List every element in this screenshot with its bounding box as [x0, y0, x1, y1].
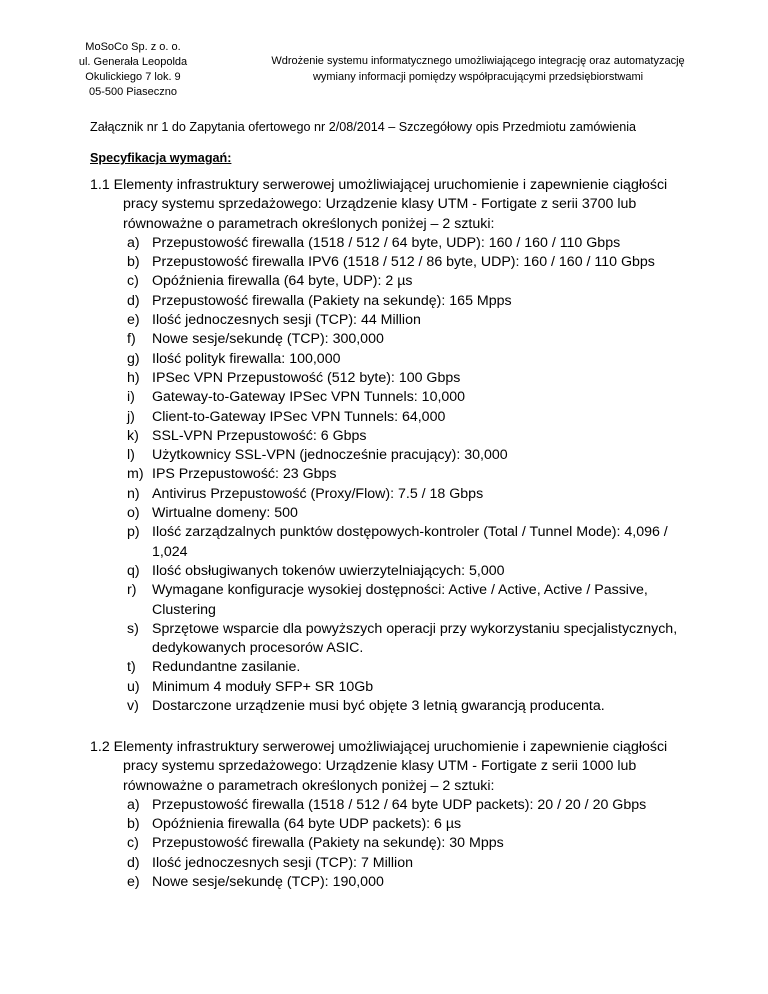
- list-item-text: Przepustowość firewalla (1518 / 512 / 64 byte, UDP): 160 / 160 / 110 Gbps: [152, 234, 621, 251]
- list-item-letter: v): [127, 698, 139, 715]
- list-item-letter: j): [127, 408, 135, 425]
- list-item: [90, 311, 690, 330]
- list-item-letter: n): [127, 485, 140, 502]
- list-item-text: Użytkownicy SSL-VPN (jednocześnie pracujący): 30,000: [152, 447, 508, 464]
- list-item: [90, 292, 690, 311]
- list-item-text: SSL-VPN Przepustowość: 6 Gbps: [152, 427, 367, 444]
- list-item-text: IPS Przepustowość: 23 Gbps: [152, 466, 337, 483]
- list-item: [90, 796, 690, 815]
- list-item-letter: k): [127, 427, 139, 444]
- section-1-2: [90, 738, 690, 892]
- list-item-letter: l): [127, 447, 135, 464]
- project-title-line: wymiany informacji pomiędzy współpracującymi przedsiębiorstwami: [312, 71, 644, 83]
- list-item-letter: e): [127, 874, 140, 891]
- list-item: [90, 523, 690, 562]
- list-item: [90, 834, 690, 853]
- list-item-letter: b): [127, 816, 140, 833]
- list-item: [90, 427, 690, 446]
- list-item: [90, 369, 690, 388]
- company-street: ul. Generała Leopolda: [78, 56, 188, 68]
- list-item: [90, 485, 690, 504]
- list-item-text: Ilość polityk firewalla: 100,000: [152, 350, 341, 367]
- list-item: [90, 504, 690, 523]
- list-item: [90, 465, 690, 484]
- list-item: [90, 408, 690, 427]
- list-item-text: Ilość jednoczesnych sesji (TCP): 7 Million: [152, 854, 413, 871]
- list-item-letter: e): [127, 312, 140, 329]
- list-item-letter: i): [127, 389, 135, 406]
- list-item-letter: p): [127, 524, 140, 541]
- list-item-letter: h): [127, 369, 140, 386]
- list-item-letter: d): [127, 292, 140, 309]
- list-item-text: Nowe sesje/sekundę (TCP): 190,000: [152, 874, 384, 891]
- list-item-letter: a): [127, 234, 140, 251]
- list-item-letter: t): [127, 659, 136, 676]
- list-item-letter: m): [127, 466, 144, 483]
- section-1-1: [90, 176, 690, 716]
- company-street-number: Okulickiego 7 lok. 9: [85, 71, 181, 83]
- list-item-letter: c): [127, 273, 139, 290]
- list-item-letter: b): [127, 254, 140, 271]
- list-item: [90, 446, 690, 465]
- list-item-letter: q): [127, 562, 140, 579]
- requirements-list: [90, 796, 690, 892]
- project-title-line: Wdrożenie systemu informatycznego umożliwiającego integrację oraz automatyzację: [271, 55, 685, 67]
- requirements-list: [90, 234, 690, 716]
- list-item-text: Ilość obsługiwanych tokenów uwierzytelniających: 5,000: [152, 562, 505, 579]
- list-item-text: Wymagane konfiguracje wysokiej dostępności: Active / Active, Active / Passive, Clustering: [152, 582, 648, 618]
- project-title: [228, 53, 728, 85]
- list-item: [90, 815, 690, 834]
- list-item-letter: s): [127, 620, 139, 637]
- spec-heading: Specyfikacja wymagań:: [90, 151, 232, 165]
- list-item-text: Opóźnienia firewalla (64 byte UDP packets): 6 µs: [152, 816, 462, 833]
- company-address: [58, 40, 208, 100]
- list-item-letter: a): [127, 796, 140, 813]
- list-item-text: Antivirus Przepustowość (Proxy/Flow): 7.5 / 18 Gbps: [152, 485, 484, 502]
- list-item: [90, 330, 690, 349]
- list-item: [90, 272, 690, 291]
- list-item-text: Przepustowość firewalla (Pakiety na sekundę): 165 Mpps: [152, 292, 512, 309]
- company-name: MoSoCo Sp. z o. o.: [85, 41, 181, 53]
- list-item: [90, 350, 690, 369]
- list-item-letter: u): [127, 678, 140, 695]
- list-item-letter: c): [127, 835, 139, 852]
- list-item-text: Przepustowość firewalla (1518 / 512 / 64 byte UDP packets): 20 / 20 / 20 Gbps: [152, 796, 647, 813]
- list-item-text: Przepustowość firewalla (Pakiety na sekundę): 30 Mpps: [152, 835, 504, 852]
- list-item: [90, 697, 690, 716]
- list-item-text: Redundantne zasilanie.: [152, 659, 301, 676]
- list-item: [90, 678, 690, 697]
- list-item-text: Nowe sesje/sekundę (TCP): 300,000: [152, 331, 384, 348]
- company-city: 05-500 Piaseczno: [88, 86, 178, 98]
- section-title: 1.1 Elementy infrastruktury serwerowej umożliwiającej uruchomienie i zapewnienie ciągłości pracy systemu sprzedażowego: Urządzenie klasy UTM - Fortigate z serii 3700 lub równoważne o parametrach określonych poniżej – 2 sztuki:: [90, 177, 668, 232]
- list-item-letter: r): [127, 582, 137, 599]
- list-item-text: Dostarczone urządzenie musi być objęte 3 letnią gwarancją producenta.: [152, 698, 605, 715]
- list-item-letter: g): [127, 350, 140, 367]
- list-item-text: IPSec VPN Przepustowość (512 byte): 100 Gbps: [152, 369, 461, 386]
- list-item: [90, 581, 690, 620]
- list-item-text: Przepustowość firewalla IPV6 (1518 / 512 / 86 byte, UDP): 160 / 160 / 110 Gbps: [152, 254, 655, 271]
- list-item-text: Opóźnienia firewalla (64 byte, UDP): 2 µs: [152, 273, 413, 290]
- list-item: [90, 658, 690, 677]
- list-item: [90, 620, 690, 659]
- list-item-letter: d): [127, 854, 140, 871]
- list-item: [90, 253, 690, 272]
- list-item-text: Ilość zarządzalnych punktów dostępowych-kontroler (Total / Tunnel Mode): 4,096 / 1,024: [152, 524, 668, 560]
- list-item: [90, 562, 690, 581]
- list-item-text: Client-to-Gateway IPSec VPN Tunnels: 64,000: [152, 408, 446, 425]
- list-item: [90, 388, 690, 407]
- section-title: 1.2 Elementy infrastruktury serwerowej umożliwiającej uruchomienie i zapewnienie ciągłości pracy systemu sprzedażowego: Urządzenie klasy UTM - Fortigate z serii 1000 lub równoważne o parametrach określonych poniżej – 2 sztuki:: [90, 739, 668, 794]
- list-item-text: Sprzętowe wsparcie dla powyższych operacji przy wykorzystaniu specjalistycznych, dedykowanych procesorów ASIC.: [152, 620, 678, 657]
- list-item-text: Wirtualne domeny: 500: [152, 505, 298, 522]
- list-item-text: Gateway-to-Gateway IPSec VPN Tunnels: 10,000: [152, 389, 466, 406]
- list-item-text: Minimum 4 moduły SFP+ SR 10Gb: [152, 678, 374, 695]
- list-item-text: Ilość jednoczesnych sesji (TCP): 44 Million: [152, 312, 421, 329]
- list-item-letter: o): [127, 505, 140, 522]
- list-item: [90, 873, 690, 892]
- list-item: [90, 234, 690, 253]
- list-item-letter: f): [127, 331, 136, 348]
- list-item: [90, 854, 690, 873]
- annex-title: Załącznik nr 1 do Zapytania ofertowego nr 2/08/2014 – Szczegółowy opis Przedmiotu zamówienia: [90, 120, 637, 134]
